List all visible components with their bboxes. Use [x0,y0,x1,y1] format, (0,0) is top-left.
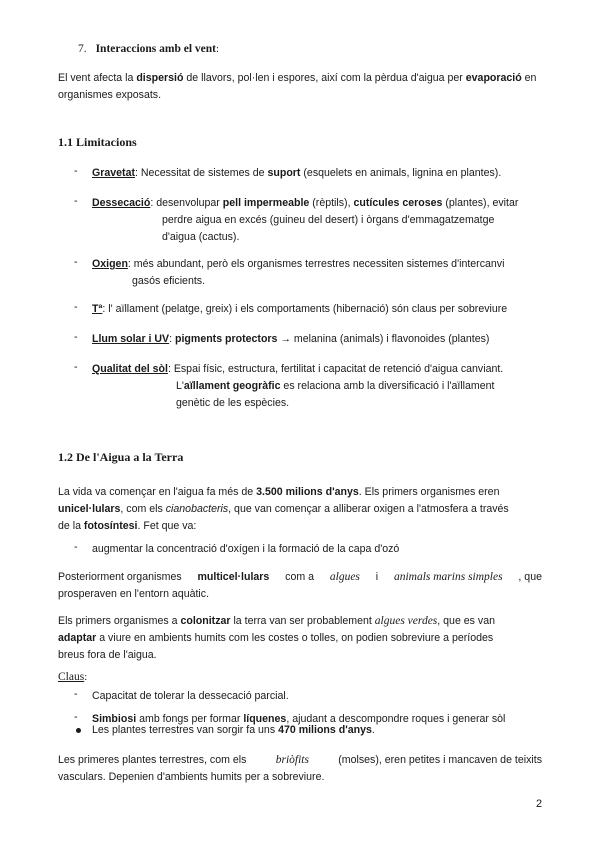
limitation-dessecacio-line2: perdre aigua en excés (guineu del desert) i òrgans d'emmagatzematge [162,214,495,226]
limitation-oxigen: Oxigen: més abundant, però els organismes terrestres necessiten sistemes d'intercanvi [92,258,505,270]
list-dash: - [74,361,78,373]
wind-paragraph: El vent afecta la dispersió de llavors, pol·len i espores, així com la pèrdua d'aigua per evaporació en organismes exposats. [58,72,537,101]
limitation-sol-line3: genètic de les espècies. [176,397,290,409]
limitation-llum-solar: Llum solar i UV: pigments protectors → melanina (animals) i flavonoides (plantes) [92,333,490,345]
section-7-heading: 7. Interaccions amb el vent: [78,43,219,55]
multicellular-paragraph: Posteriorment organismes multicel·lulars com a algues i animals marins simples , que prosperaven en l'entorn aquàtic. [58,571,542,600]
list-dash: - [74,165,78,177]
bryophytes-paragraph: Les primeres plantes terrestres, com els briòfits (molses), eren petites i mancaven de teixits vasculars. Depenien d'ambients humits per a sobreviure. [58,754,542,783]
section-1-2-title: 1.2 De l'Aigua a la Terra [58,450,184,464]
list-dash: - [74,195,78,207]
oxygen-effect-item: augmentar la concentració d'oxígen i la formació de la capa d'ozó [92,543,400,555]
origin-paragraph: La vida va començar en l'aigua fa més de 3.500 milions d'anys. Els primers organismes eren unicel·lulars, com els cianobacteris, que van començar a alliberar oxigen a l'atmosfera a través de la fotosíntesi. Fet que va: [58,486,509,532]
list-dash: - [74,688,78,700]
list-dash: - [74,541,78,553]
page-number: 2 [536,798,543,810]
list-dash: - [74,711,78,723]
section-1-1-title: 1.1 Limitacions [58,135,137,149]
limitation-gravetat: Gravetat: Necessitat de sistemes de suport (esquelets en animals, lignina en plantes). [92,167,502,179]
claus-heading: Claus: [58,671,88,683]
list-dash: - [74,331,78,343]
limitation-sol-line2: L'aïllament geogràfic es relaciona amb la diversificació i l'aïllament [176,380,495,392]
limitation-temperatura: Tª: l' aïllament (pelatge, greix) i els comportaments (hibernació) són claus per sobreviure [92,303,508,315]
bullet-dot-icon [76,728,81,733]
limitation-oxigen-line2: gasós eficients. [132,275,206,287]
limitation-qualitat-sol: Qualitat del sòl: Espai físic, estructura, fertilitat i capacitat de retenció d'aigua canviant. [92,363,504,375]
limitation-dessecacio: Dessecació: desenvolupar pell impermeable (rèptils), cutícules ceroses (plantes), evitar [92,197,519,209]
key-plantes-terrestres: Les plantes terrestres van sorgir fa uns 470 milions d'anys. [92,724,375,736]
colonization-paragraph: Els primers organismes a colonitzar la terra van ser probablement algues verdes, que es van adaptar a viure en ambients humits com les costes o tolles, on podien sobreviure a períodes breus fora de l'aigua. [58,615,495,661]
list-dash: - [74,256,78,268]
list-dash: - [74,301,78,313]
key-dessecacio: Capacitat de tolerar la dessecació parcial. [92,690,289,702]
limitation-dessecacio-line3: d'aigua (cactus). [162,231,240,243]
key-simbiosi: Simbiosi amb fongs per formar líquenes, ajudant a descompondre roques i generar sòl [92,713,506,725]
